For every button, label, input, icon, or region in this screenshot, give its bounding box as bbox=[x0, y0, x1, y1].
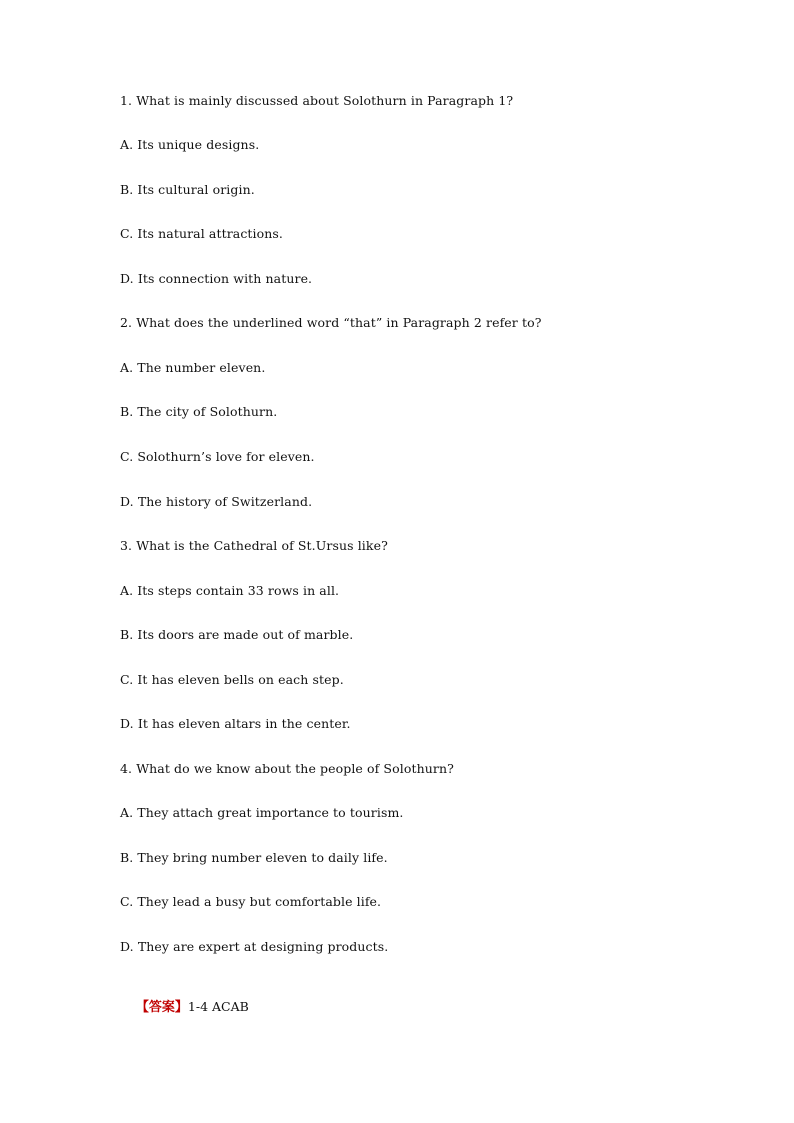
question-1-stem: 1. What is mainly discussed about Solothurn in Paragraph 1? bbox=[120, 93, 514, 108]
question-4-option-c: C. They lead a busy but comfortable life. bbox=[120, 894, 382, 909]
question-3-option-d: D. It has eleven altars in the center. bbox=[120, 716, 351, 731]
question-2-option-a: A. The number eleven. bbox=[120, 360, 266, 375]
question-3-stem: 3. What is the Cathedral of St.Ursus like? bbox=[120, 538, 388, 553]
question-1-option-c: C. Its natural attractions. bbox=[120, 226, 284, 241]
question-2-option-b: B. The city of Solothurn. bbox=[120, 404, 278, 419]
question-3-option-c: C. It has eleven bells on each step. bbox=[120, 672, 344, 687]
question-2-option-d: D. The history of Switzerland. bbox=[120, 494, 313, 509]
question-3-option-a: A. Its steps contain 33 rows in all. bbox=[120, 583, 340, 598]
question-3-option-b: B. Its doors are made out of marble. bbox=[120, 627, 354, 642]
answer-label: 【答案】 bbox=[135, 1000, 188, 1015]
question-1-option-d: D. Its connection with nature. bbox=[120, 271, 313, 286]
answer-line bbox=[120, 983, 249, 1032]
question-2-option-c: C. Solothurn’s love for eleven. bbox=[120, 449, 315, 464]
question-4-option-b: B. They bring number eleven to daily life. bbox=[120, 850, 388, 865]
answer-value: 1-4 ACAB bbox=[187, 999, 249, 1014]
question-1-option-a: A. Its unique designs. bbox=[120, 137, 260, 152]
question-1-option-b: B. Its cultural origin. bbox=[120, 182, 255, 197]
question-2-stem: 2. What does the underlined word “that” in Paragraph 2 refer to? bbox=[120, 315, 542, 330]
question-4-stem: 4. What do we know about the people of Solothurn? bbox=[120, 761, 454, 776]
question-4-option-d: D. They are expert at designing products. bbox=[120, 939, 389, 954]
question-4-option-a: A. They attach great importance to tourism. bbox=[120, 805, 404, 820]
